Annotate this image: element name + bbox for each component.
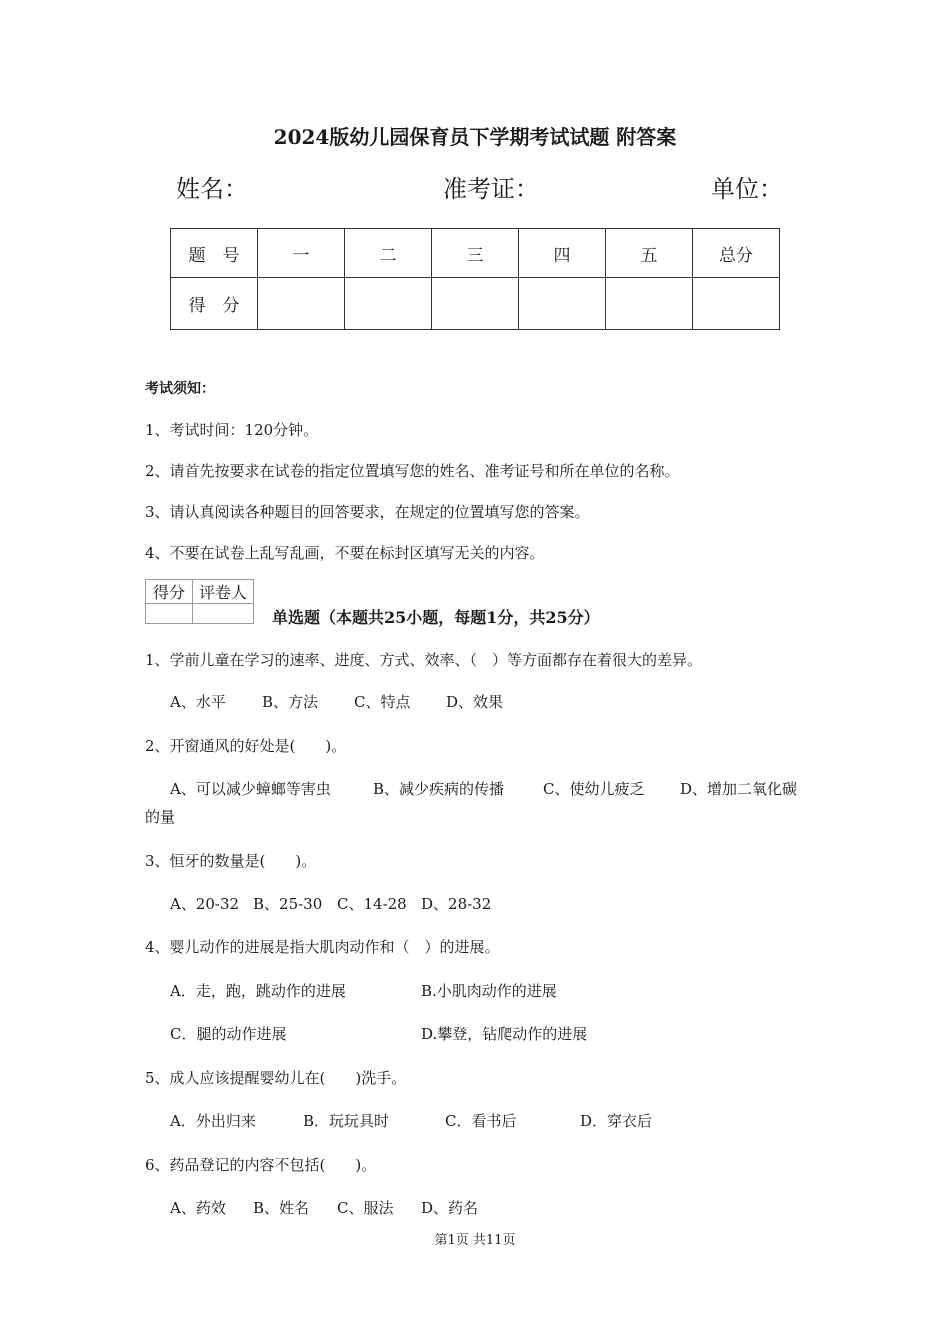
score-table-cell: 总分 [693, 229, 780, 278]
question-option: C．看书后 [445, 1112, 517, 1130]
score-table-cell: 得 分 [171, 278, 258, 330]
score-table-cell: 三 [432, 229, 519, 278]
question-option: C、使幼儿疲乏 [543, 780, 645, 798]
question-stem: 6、药品登记的内容不包括( )。 [145, 1156, 377, 1174]
page-footer: 第1页 共11页 [434, 1233, 516, 1248]
question-option-continuation: 的量 [145, 808, 176, 826]
question-option: A．走，跑，跳动作的进展 [170, 982, 346, 1000]
question-option: A、药效 [170, 1199, 226, 1217]
score-entry-cell [432, 278, 519, 330]
grader-reviewer-label: 评卷人 [193, 580, 254, 604]
note-item: 2、请首先按要求在试卷的指定位置填写您的姓名、准考证号和所在单位的名称。 [145, 462, 680, 480]
unit-field-label: 单位： [711, 175, 783, 203]
question-option: C、服法 [337, 1199, 394, 1217]
question-option: C、14-28 [337, 895, 407, 913]
question-stem: 5、成人应该提醒婴幼儿在( )洗手。 [145, 1069, 407, 1087]
score-table-cell: 四 [519, 229, 606, 278]
grader-score-cell [146, 604, 193, 624]
question-option: D.攀登，钻爬动作的进展 [421, 1025, 588, 1043]
question-stem: 2、开窗通风的好处是( )。 [145, 737, 347, 755]
question-option: C、特点 [354, 693, 411, 711]
grader-reviewer-cell [193, 604, 254, 624]
question-option: B.小肌肉动作的进展 [421, 982, 557, 1000]
question-option: A、可以减少蟑螂等害虫 [170, 780, 331, 798]
score-table-cell: 二 [345, 229, 432, 278]
question-option: A、20-32 [170, 895, 240, 913]
score-table-cell: 一 [258, 229, 345, 278]
note-item: 4、不要在试卷上乱写乱画，不要在标封区填写无关的内容。 [145, 544, 545, 562]
score-table-cell: 五 [606, 229, 693, 278]
question-option: D、药名 [421, 1199, 479, 1217]
score-entry-cell [519, 278, 606, 330]
question-option: A．外出归来 [170, 1112, 256, 1130]
score-entry-cell [258, 278, 345, 330]
score-entry-cell [606, 278, 693, 330]
score-table-header-row [171, 229, 780, 278]
question-stem: 4、婴儿动作的进展是指大肌肉动作和（ ）的进展。 [145, 938, 500, 956]
score-table-score-row [171, 278, 780, 330]
question-stem: 1、学前儿童在学习的速率、进度、方式、效率、（ ）等方面都存在着很大的差异。 [145, 651, 703, 669]
section-title: 单选题（本题共25小题，每题1分，共25分） [272, 608, 600, 627]
question-option: B、方法 [262, 693, 319, 711]
question-option: B、减少疾病的传播 [373, 780, 505, 798]
name-field-label: 姓名： [176, 175, 248, 203]
question-option: D、效果 [446, 693, 504, 711]
notes-heading: 考试须知： [145, 381, 215, 397]
score-table [170, 228, 780, 330]
question-option: B．玩玩具时 [303, 1112, 390, 1130]
question-option: B、姓名 [253, 1199, 310, 1217]
question-option: D．穿衣后 [580, 1112, 653, 1130]
question-option: D、28-32 [421, 895, 492, 913]
note-item: 3、请认真阅读各种题目的回答要求，在规定的位置填写您的答案。 [145, 503, 590, 521]
note-item: 1、考试时间：120分钟。 [145, 421, 319, 439]
grader-score-label: 得分 [146, 580, 193, 604]
score-table-cell: 题 号 [171, 229, 258, 278]
question-stem: 3、恒牙的数量是( )。 [145, 852, 317, 870]
question-option: B、25-30 [253, 895, 323, 913]
question-option: D、增加二氧化碳 [680, 780, 798, 798]
score-entry-cell [693, 278, 780, 330]
question-option: A、水平 [170, 693, 226, 711]
question-option: C．腿的动作进展 [170, 1025, 287, 1043]
grader-box [145, 579, 254, 624]
document-title: 2024版幼儿园保育员下学期考试试题 附答案 [273, 125, 677, 149]
score-entry-cell [345, 278, 432, 330]
exam-number-field-label: 准考证： [443, 175, 539, 203]
